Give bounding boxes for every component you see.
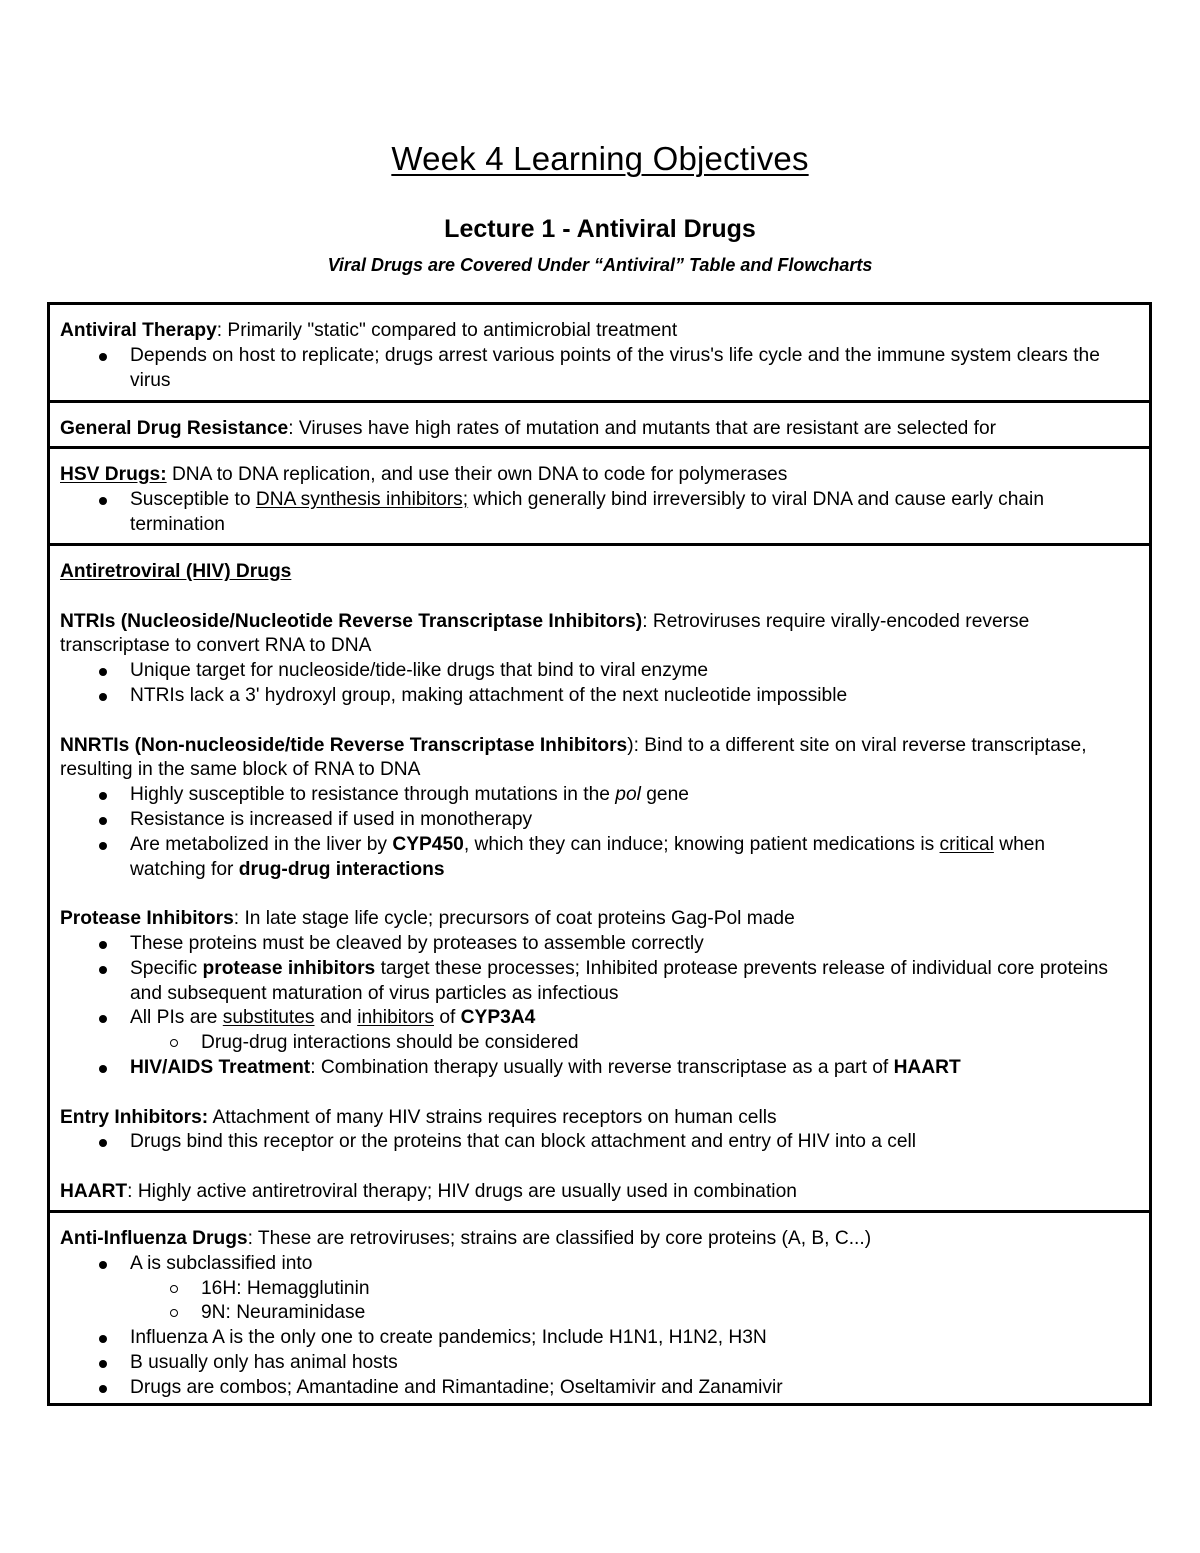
influenza-definition: : These are retroviruses; strains are classified by core proteins (A, B, C...): [247, 1228, 872, 1249]
list-item: [60, 1006, 1119, 1056]
list-item: [60, 783, 1119, 808]
term-protease-inhibitors: Protease Inhibitors: [60, 908, 234, 930]
row-general-resistance: [50, 400, 1149, 446]
bullet-list: [60, 932, 1119, 1081]
influenza-line: [60, 1227, 1119, 1252]
text-span: , which they can induce; knowing patient medications is: [463, 833, 940, 855]
term-ntris: NTRIs (Nucleoside/Nucleotide Reverse Transcriptase Inhibitors): [60, 610, 643, 632]
text-span: Specific: [130, 957, 203, 979]
pol-gene-text: pol: [615, 784, 641, 806]
dna-synthesis-inhibitors-text: DNA synthesis inhibitors;: [255, 488, 469, 510]
ntri-line: [60, 610, 1119, 660]
sub-bullet-list: [60, 1031, 1119, 1056]
ntri-definition: : Retroviruses require virally-encoded reverse transcriptase to convert RNA to DNA: [60, 610, 1030, 657]
row-anti-influenza: [50, 1210, 1149, 1403]
list-item: B usually only has animal hosts: [60, 1351, 1119, 1376]
cyp3a4-text: CYP3A4: [460, 1007, 536, 1029]
bullet-list: [60, 659, 1119, 709]
hiv-aids-treatment-text: HIV/AIDS Treatment: [130, 1056, 311, 1078]
text-span: and: [314, 1007, 358, 1029]
lecture-subtitle: Viral Drugs are Covered Under “Antiviral” Table and Flowcharts: [327, 255, 873, 275]
hsv-line: [60, 463, 1119, 488]
haart-definition: : Highly active antiretroviral therapy; HIV drugs are usually used in combination: [127, 1180, 797, 1202]
critical-text: critical: [939, 833, 994, 855]
bullet-list: [60, 783, 1119, 882]
bullet-list: [60, 1252, 1119, 1401]
lecture-title: Lecture 1 - Antiviral Drugs: [444, 215, 756, 243]
text-span: Susceptible to: [130, 488, 256, 510]
list-item: Drugs are combos; Amantadine and Rimantadine; Oseltamivir and Zanamivir: [60, 1376, 1119, 1401]
sub-list-item: 16H: Hemagglutinin: [60, 1277, 1119, 1302]
inhibitors-text: inhibitors: [357, 1007, 434, 1029]
haart-text: HAART: [893, 1056, 961, 1078]
term-haart: HAART: [60, 1180, 128, 1202]
bullet-list: [60, 344, 1119, 394]
drug-drug-interactions-text: drug-drug interactions: [238, 858, 445, 880]
bullet-list: [60, 1130, 1119, 1155]
cyp450-text: CYP450: [392, 833, 464, 855]
term-nnrtis: NNRTIs (Non-nucleoside/tide Reverse Transcriptase Inhibitors: [60, 734, 628, 756]
text-span: when watching for: [130, 833, 1046, 880]
objectives-table: [47, 302, 1152, 1406]
list-item: Unique target for nucleoside/tide-like drugs that bind to viral enzyme: [60, 659, 1119, 684]
entry-definition: Attachment of many HIV strains requires receptors on human cells: [208, 1106, 777, 1128]
entry-line: [60, 1106, 1119, 1131]
list-item: Depends on host to replicate; drugs arrest various points of the virus's life cycle and the immune system clears the virus: [60, 344, 1119, 394]
antiviral-therapy-definition: : Primarily "static" compared to antimicrobial treatment: [216, 320, 678, 341]
list-item: Drugs bind this receptor or the proteins that can block attachment and entry of HIV into a cell: [60, 1130, 1119, 1155]
protease-definition: : In late stage life cycle; precursors of coat proteins Gag-Pol made: [233, 908, 795, 930]
protease-line: [60, 907, 1119, 932]
sub-list-item: Drug-drug interactions should be considered: [60, 1031, 1119, 1056]
list-item: [60, 957, 1119, 1007]
list-item: Resistance is increased if used in monotherapy: [60, 808, 1119, 833]
antiviral-therapy-line: [60, 319, 1119, 344]
text-span: of: [434, 1007, 461, 1029]
text-span: Highly susceptible to resistance through mutations in the: [130, 784, 616, 806]
text-span: All PIs are: [130, 1007, 223, 1029]
row-antiviral-therapy: [50, 305, 1149, 400]
sub-bullet-list: [60, 1277, 1119, 1327]
text-span: Are metabolized in the liver by: [130, 833, 393, 855]
text-span: A is subclassified into: [130, 1252, 313, 1274]
sub-list-item: 9N: Neuraminidase: [60, 1301, 1119, 1326]
term-entry-inhibitors: Entry Inhibitors:: [60, 1106, 209, 1128]
list-item: [60, 833, 1119, 883]
antiretroviral-heading: Antiretroviral (HIV) Drugs: [60, 561, 292, 582]
list-item: Influenza A is the only one to create pandemics; Include H1N1, H1N2, H3N: [60, 1326, 1119, 1351]
substitutes-text: substitutes: [222, 1007, 315, 1029]
term-anti-influenza-drugs: Anti-Influenza Drugs: [60, 1228, 248, 1249]
list-item: [60, 1056, 1119, 1081]
row-antiretroviral: [50, 543, 1149, 1210]
list-item: [60, 1252, 1119, 1326]
hsv-definition: DNA to DNA replication, and use their own DNA to code for polymerases: [166, 464, 788, 485]
text-span: target these processes; Inhibited protease prevents release of individual core proteins and subsequent maturation of virus particles as infectious: [130, 957, 1108, 1004]
document-title: Week 4 Learning Objectives: [391, 140, 809, 177]
list-item: These proteins must be cleaved by proteases to assemble correctly: [60, 932, 1119, 957]
general-resistance-definition: : Viruses have high rates of mutation and mutants that are resistant are selected for: [288, 418, 997, 439]
haart-line: [60, 1180, 1119, 1205]
protease-inhibitors-text: protease inhibitors: [202, 957, 376, 979]
bullet-list: [60, 488, 1119, 538]
term-antiviral-therapy: Antiviral Therapy: [60, 320, 217, 341]
term-hsv-drugs: HSV Drugs:: [60, 464, 167, 485]
nnrti-definition: ): Bind to a different site on viral reverse transcriptase, resulting in the same block of RNA to DNA: [60, 734, 1087, 781]
list-item: [60, 488, 1119, 538]
text-span: gene: [640, 784, 689, 806]
nnrti-line: [60, 734, 1119, 784]
text-span: which generally bind irreversibly to viral DNA and cause early chain termination: [130, 488, 1044, 535]
text-span: : Combination therapy usually with reverse transcriptase as a part of: [310, 1056, 894, 1078]
row-hsv-drugs: [50, 446, 1149, 543]
term-general-drug-resistance: General Drug Resistance: [60, 418, 289, 439]
list-item: NTRIs lack a 3' hydroxyl group, making attachment of the next nucleotide impossible: [60, 684, 1119, 709]
